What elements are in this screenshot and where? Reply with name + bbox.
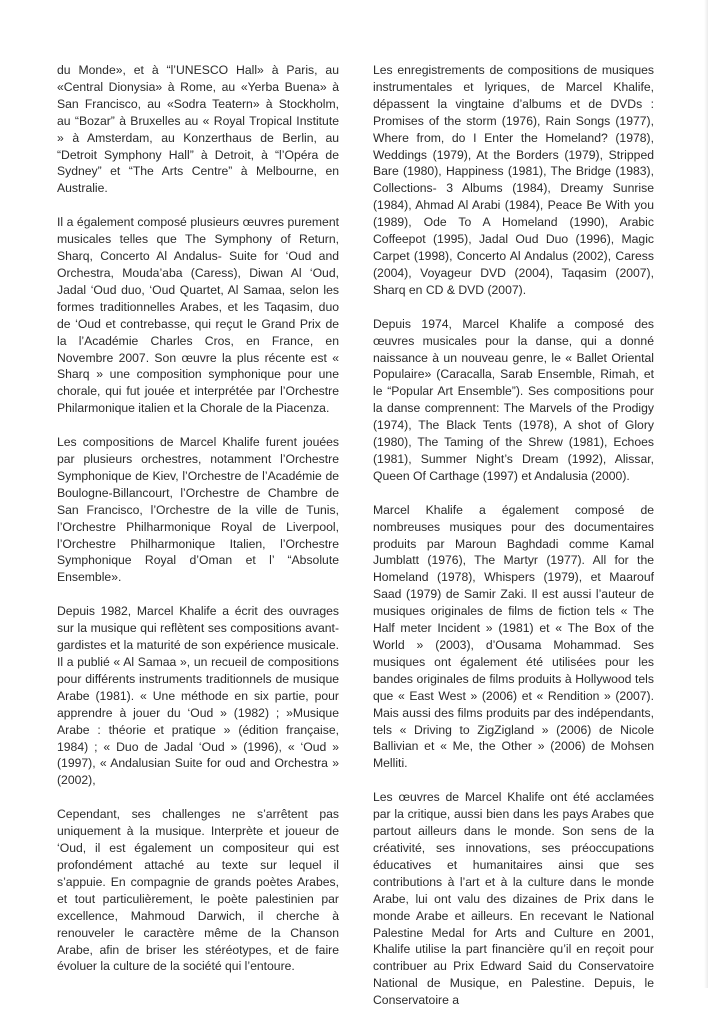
paragraph: Marcel Khalife a également composé de nombreuses musiques pour des documentaires produits par Maroun Baghdadi comme Kamal Jumblatt (1976), The Martyr (1977). All for the Homeland (1978), Whispers (1979), et Maarouf Saad (1979) de Samir Zaki. Il est aussi l’auteur de musiques originales de films de fiction tels « The Half meter Incident » (1981) et « The Box of the World » (2003), d’Ousama Mohammad. Ses musiques ont également été utilisées pour les bandes originales de films produits à Hollywood tels que « East West » (2006) et « Rendition » (2007). Mais aussi des films produits par des indépendants, tels « Driving to ZigZigland » (2006) de Nicole Ballivian et « Me, the Other » (2006) de Mohsen Melliti. (373, 502, 654, 771)
page-edge-shadow (704, 0, 708, 988)
right-column (373, 62, 654, 1026)
paragraph: Les enregistrements de compositions de musiques instrumentales et lyriques, de Marcel Khalife, dépassent la vingtaine d’albums et de DVDs : Promises of the storm (1976), Rain Songs (1977), Where from, do I Enter the Homeland? (1978), Weddings (1979), At the Borders (1979), Stripped Bare (1980), Happiness (1981), The Bridge (1983), Collections- 3 Albums (1984), Dreamy Sunrise (1984), Ahmad Al Arabi (1984), Peace Be With you (1989), Ode To A Homeland (1990), Arabic Coffeepot (1995), Jadal Oud Duo (1996), Magic Carpet (1998), Concerto Al Andalus (2002), Caress (2004), Voyageur DVD (2004), Taqasim (2007), Sharq en CD & DVD (2007). (373, 63, 654, 297)
paragraph: du Monde», et à “l’UNESCO Hall» à Paris, au «Central Dionysia» à Rome, au «Yerba Buena» à San Francisco, au «Sodra Teatern» à Stockholm, au “Bozar” à Bruxelles au « Royal Tropical Institute » à Amsterdam, au Konzerthaus de Berlin, au “Detroit Symphony Hall” à Detroit, à “l’Opéra de Sydney” et “The Arts Centre” à Melbourne, en Australie. (57, 63, 339, 196)
paragraph: Les compositions de Marcel Khalife furent jouées par plusieurs orchestres, notamment l’Orchestre Symphonique de Kiev, l’Orchestre de l’Académie de Boulogne-Billancourt, l’Orchestre de Chambre de San Francisco, l’Orchestre de la ville de Tunis, l’Orchestre Philharmonique Royal de Liverpool, l’Orchestre Philharmonique Italien, l’Orchestre Symphonique Royal d’Oman et l’ “Absolute Ensemble». (57, 435, 339, 585)
left-column (57, 62, 339, 992)
paragraph: Les œuvres de Marcel Khalife ont été acclamées par la critique, aussi bien dans les pays Arabes que partout ailleurs dans le monde. Son sens de la créativité, ses innovations, ses préoccupations éducatives et humanitaires ainsi que ses contributions à l’art et à la culture dans le monde Arabe, lui ont valu des dizaines de Prix dans le monde Arabe et ailleurs. En recevant le National Palestine Medal for Arts and Culture en 2001, Khalife utilise la part financière qu’il en reçoit pour contribuer au Prix Edward Said du Conservatoire National de Musique, en Palestine. Depuis, le Conservatoire a (373, 790, 654, 1008)
paragraph: Cependant, ses challenges ne s’arrêtent pas uniquement à la musique. Interprète et joueur de ‘Oud, il est également un compositeur qui est profondément attaché au texte sur lequel il s’appuie. En compagnie de grands poètes Arabes, et tout particulièrement, le poète palestinien par excellence, Mahmoud Darwich, il cherche à renouveler le caractère même de la Chanson Arabe, afin de briser les stéréotypes, et de faire évoluer la culture de la société qui l’entoure. (57, 807, 339, 974)
paragraph: Il a également composé plusieurs œuvres purement musicales telles que The Symphony of Return, Sharq, Concerto Al Andalus- Suite for ‘Oud and Orchestra, Mouda’aba (Caress), Diwan Al ‘Oud, Jadal ‘Oud duo, ‘Oud Quartet, Al Samaa, selon les formes traditionnelles Arabes, et les Taqasim, duo de ‘Oud et contrebasse, qui reçut le Grand Prix de la l’Académie Charles Cros, en France, en Novembre 2007. Son œuvre la plus récente est « Sharq » une composition symphonique pour une chorale, qui fut jouée et interprétée par l’Orchestre Philarmonique italien et la Chorale de la Piacenza. (57, 215, 339, 416)
paragraph: Depuis 1974, Marcel Khalife a composé des œuvres musicales pour la danse, qui a donné naissance à un nouveau genre, le « Ballet Oriental Populaire» (Caracalla, Sarab Ensemble, Rimah, et le “Popular Art Ensemble”). Ses compositions pour la danse comprennent: The Marvels of the Prodigy (1974), The Black Tents (1978), A shot of Glory (1980), The Taming of the Shrew (1981), Echoes (1981), Summer Night’s Dream (1992), Alissar, Queen Of Carthage (1997) et Andalusia (2000). (373, 316, 654, 483)
paragraph: Depuis 1982, Marcel Khalife a écrit des ouvrages sur la musique qui reflètent ses compositions avant-gardistes et la maturité de son expérience musicale. Il a publié « Al Samaa », un recueil de compositions pour différents instruments traditionnels de musique Arabe (1981). « Une méthode en six partie, pour apprendre à jouer du ‘Oud » (1982) ; »Musique Arabe : théorie et pratique » (édition française, 1984) ; « Duo de Jadal ‘Oud » (1996), « ‘Oud » (1997), « Andalusian Suite for oud and Orchestra » (2002), (57, 604, 339, 788)
